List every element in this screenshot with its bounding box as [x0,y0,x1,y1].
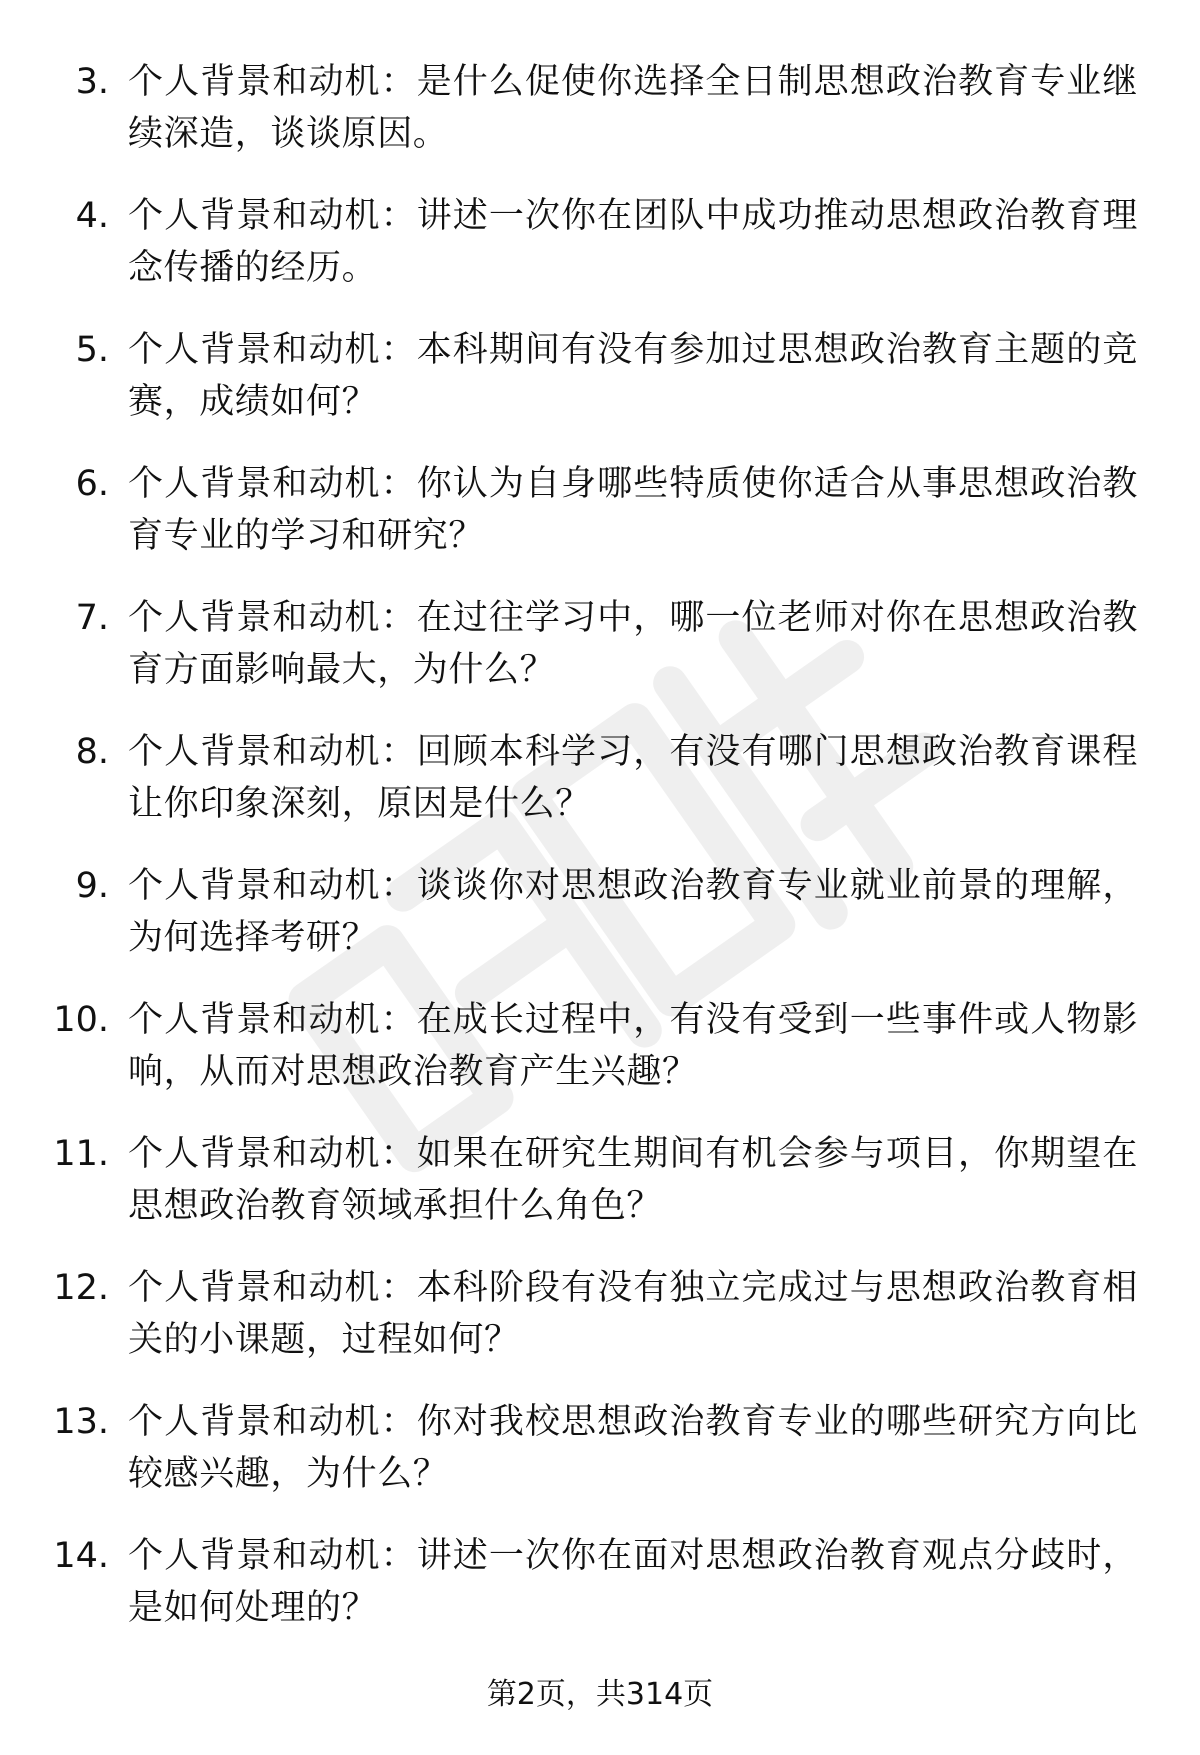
question-text: 个人背景和动机：讲述一次你在团队中成功推动思想政治教育理念传播的经历。 [128,196,1138,288]
question-text: 个人背景和动机：你认为自身哪些特质使你适合从事思想政治教育专业的学习和研究？ [128,464,1138,556]
question-number: 14. [53,1536,109,1576]
question-number: 6. [75,464,109,504]
question-text: 个人背景和动机：在过往学习中，哪一位老师对你在思想政治教育方面影响最大，为什么？ [128,598,1138,690]
question-item [0,860,1200,994]
page-footer: 第2页，共314页 [486,1677,714,1712]
question-item [0,190,1200,324]
question-number: 7. [75,598,109,638]
question-item [0,1262,1200,1396]
question-item [0,458,1200,592]
question-item [0,1530,1200,1664]
question-text: 个人背景和动机：本科阶段有没有独立完成过与思想政治教育相关的小课题，过程如何？ [128,1268,1138,1360]
question-item [0,56,1200,190]
question-list [0,56,1200,1664]
question-text: 个人背景和动机：如果在研究生期间有机会参与项目，你期望在思想政治教育领域承担什么角色？ [128,1134,1138,1226]
question-number: 10. [53,1000,109,1040]
question-item [0,592,1200,726]
question-text: 个人背景和动机：回顾本科学习，有没有哪门思想政治教育课程让你印象深刻，原因是什么？ [128,732,1138,824]
question-text: 个人背景和动机：本科期间有没有参加过思想政治教育主题的竞赛，成绩如何？ [128,330,1138,422]
question-number: 9. [75,866,109,906]
question-item [0,994,1200,1128]
question-number: 12. [53,1268,109,1308]
question-text: 个人背景和动机：你对我校思想政治教育专业的哪些研究方向比较感兴趣，为什么？ [128,1402,1138,1494]
question-item [0,1396,1200,1530]
question-text: 个人背景和动机：在成长过程中，有没有受到一些事件或人物影响，从而对思想政治教育产生兴趣？ [128,1000,1138,1092]
question-text: 个人背景和动机：是什么促使你选择全日制思想政治教育专业继续深造，谈谈原因。 [128,62,1138,154]
question-number: 4. [75,196,109,236]
question-number: 5. [75,330,109,370]
question-text: 个人背景和动机：讲述一次你在面对思想政治教育观点分歧时，是如何处理的？ [128,1536,1138,1628]
question-number: 3. [75,62,109,102]
question-item [0,324,1200,458]
question-text: 个人背景和动机：谈谈你对思想政治教育专业就业前景的理解，为何选择考研？ [128,866,1138,958]
question-number: 8. [75,732,109,772]
question-item [0,1128,1200,1262]
question-number: 11. [53,1134,109,1174]
question-item [0,726,1200,860]
question-number: 13. [53,1402,109,1442]
